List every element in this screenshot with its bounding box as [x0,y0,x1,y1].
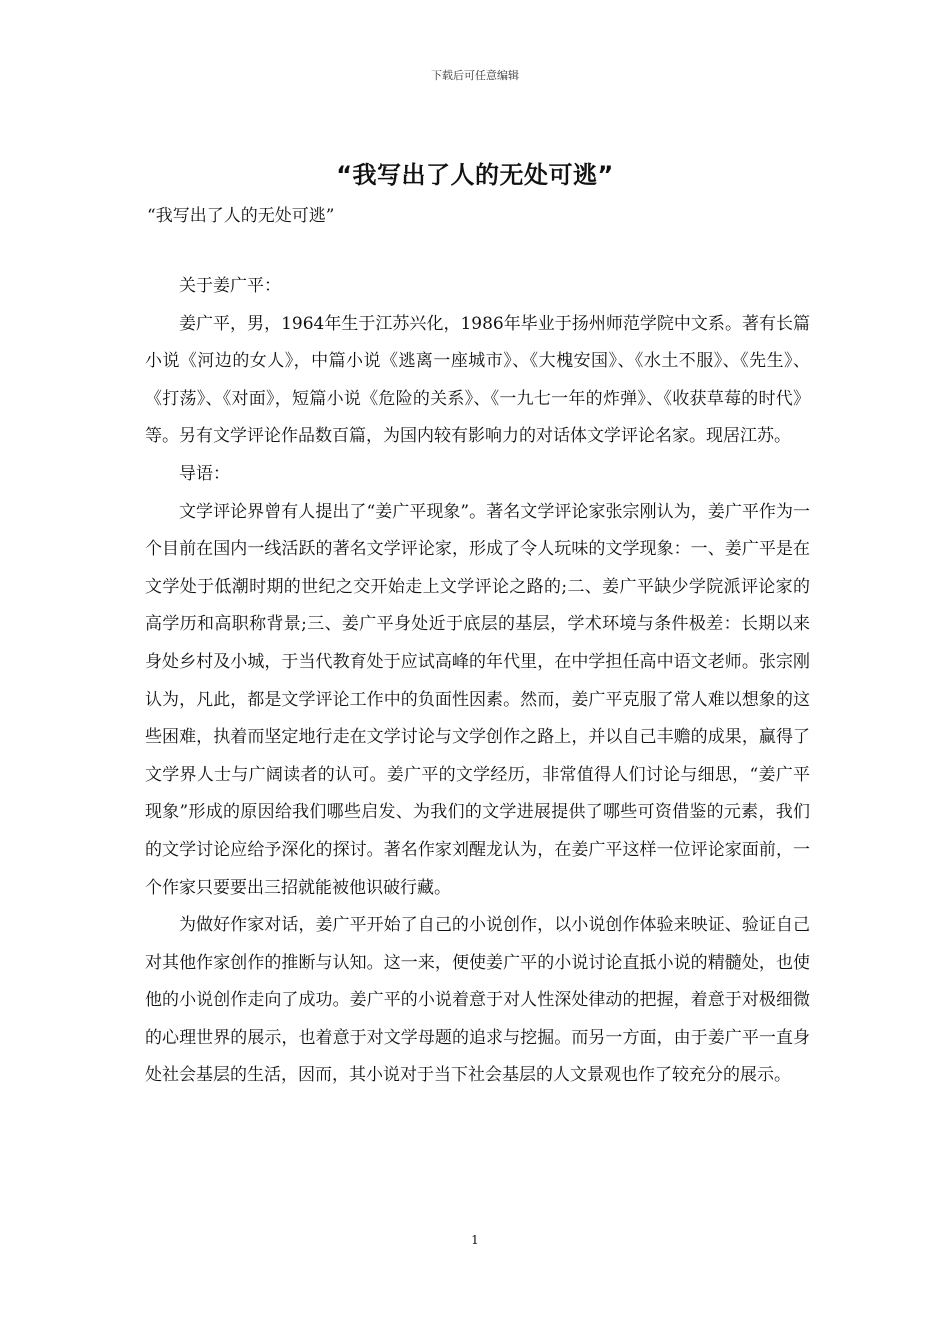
header-note: 下载后可任意编辑 [431,69,519,82]
paragraph-intro-heading: 导语： [179,463,230,484]
document-body [145,268,810,1095]
document-title: “我写出了人的无处可逃” [336,161,614,189]
paragraph-fiction-writing: 为做好作家对话，姜广平开始了自己的小说创作，以小说创作体验来映证、验证自己对其他作家创作的推断与认知。这一来，便使姜广平的小说讨论直抵小说的精髓处，也使他的小说创作走向了成功。姜广平的小说着意于对人性深处律动的把握，着意于对极细微的心理世界的展示，也着意于对文学母题的追求与挖掘。而另一方面，由于姜广平一直身处社会基层的生活，因而，其小说对于当下社会基层的人文景观也作了较充分的展示。 [145,915,810,1086]
document-subtitle: “我写出了人的无处可逃” [147,206,335,226]
paragraph-about-heading: 关于姜广平： [179,276,281,296]
paragraph-biography: 姜广平，男，1964年生于江苏兴化，1986年毕业于扬州师范学院中文系。著有长篇小说《河边的女人》，中篇小说《逃离一座城市》、《大槐安国》、《水土不服》、《先生》、《打荡》、《对面》，短篇小说《危险的关系》、《一九七一年的炸弹》、《收获草莓的时代》等。另有文学评论作品数百篇，为国内较有影响力的对话体文学评论名家。现居江苏。 [145,313,810,447]
paragraph-phenomenon: 文学评论界曾有人提出了“姜广平现象”。著名文学评论家张宗刚认为，姜广平作为一个目前在国内一线活跃的著名文学评论家，形成了令人玩味的文学现象：一、姜广平是在文学处于低潮时期的世纪之交开始走上文学评论之路的;二、姜广平缺少学院派评论家的高学历和高职称背景;三、姜广平身处近于底层的基层，学术环境与条件极差：长期以来身处乡村及小城，于当代教育处于应试高峰的年代里，在中学担任高中语文老师。张宗刚认为，凡此，都是文学评论工作中的负面性因素。然而，姜广平克服了常人难以想象的这些困难，执着而坚定地行走在文学讨论与文学创作之路上，并以自己丰赡的成果，赢得了文学界人士与广阔读者的认可。姜广平的文学经历，非常值得人们讨论与细思，“姜广平现象”形成的原因给我们哪些启发、为我们的文学进展提供了哪些可资借鉴的元素，我们的文学讨论应给予深化的探讨。著名作家刘醒龙认为，在姜广平这样一位评论家面前，一个作家只要要出三招就能被他识破行藏。 [145,501,810,898]
page-number: 1 [471,1233,479,1247]
